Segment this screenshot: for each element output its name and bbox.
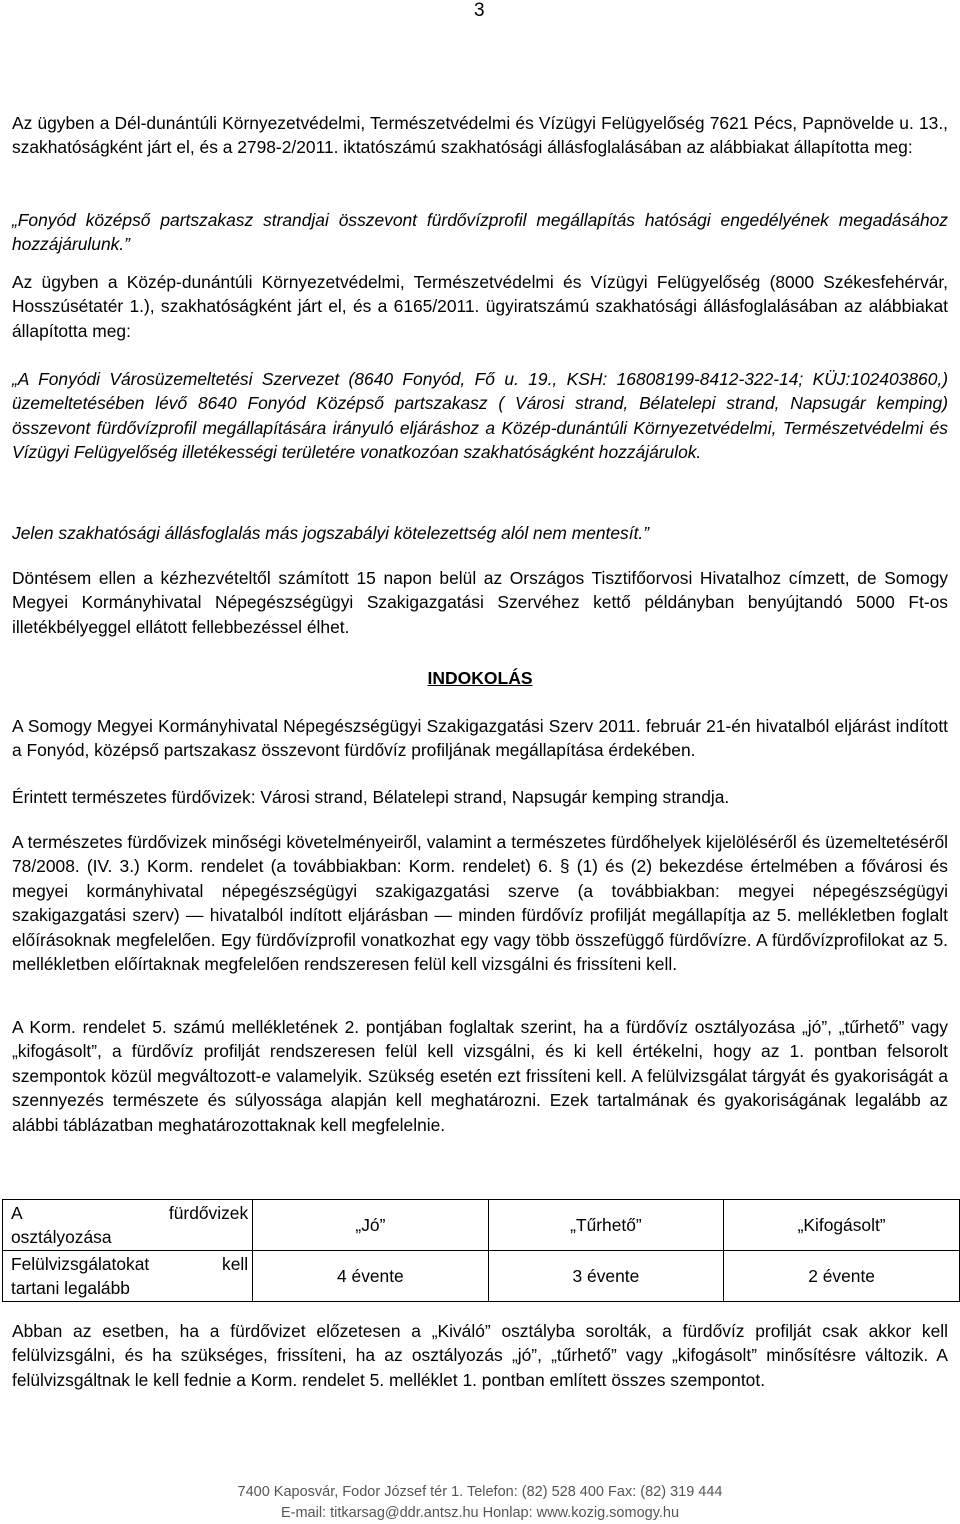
paragraph-del-dunantuli: Az ügyben a Dél-dunántúli Környezetvédelmi, Természetvédelmi és Vízügyi Felügyelőség 7621 Pécs, Papnövelde u. 13., szakhatóságként járt el, és a 2798-2/2011. iktatószámú szakhatósági állásfoglalásában az alábbiakat állapította meg: bbox=[12, 113, 948, 158]
paragraph-dontesem: Döntésem ellen a kézhezvételtől számított 15 napon belül az Országos Tisztifőorvosi Hivatalhoz címzett, de Somogy Megyei Kormányhivatal Népegészségügyi Szakigazgatási Szervéhez kettő példányban benyújtandó 5000 Ft-os illetékbélyeggel ellátott fellebbezéssel élhet. bbox=[12, 568, 948, 637]
table-cell: 4 évente bbox=[253, 1251, 488, 1302]
table-label-line: A fürdővizek bbox=[11, 1203, 249, 1223]
table-cell: 3 évente bbox=[488, 1251, 724, 1302]
footer-contact: E-mail: titkarsag@ddr.antsz.hu Honlap: www.kozig.somogy.hu bbox=[280, 1505, 680, 1521]
table-row bbox=[3, 1200, 960, 1251]
table-label-line: Felülvizsgálatokat kell bbox=[11, 1254, 249, 1274]
page-number: 3 bbox=[474, 0, 485, 21]
quote-fonyod-strandjai: „Fonyód középső partszakasz strandjai összevont fürdővízprofil megállapítás hatósági engedélyének megadásához hozzájárulunk.” bbox=[12, 210, 948, 255]
paragraph-kozep-dunantuli: Az ügyben a Közép-dunántúli Környezetvédelmi, Természetvédelmi és Vízügyi Felügyelőség (8000 Székesfehérvár, Hosszúsétatér 1.), szakhatóságként járt el, és a 6165/2011. ügyiratszámú szakhatósági állásfoglalásában az alábbiakat állapította meg: bbox=[12, 272, 948, 341]
table-label-line: tartani legalább bbox=[11, 1278, 130, 1298]
paragraph-melleklet-2-pont: A Korm. rendelet 5. számú mellékletének 2. pontjában foglaltak szerint, ha a fürdővíz osztályozása „jó”, „tűrhető” vagy „kifogásolt”, a fürdővíz profilját rendszeresen felül kell vizsgálni, és ki kell értékelni, hogy az 1. pontban felsorolt szempontok közül megváltozott-e valamelyik. Szükség esetén ezt frissíteni kell. A felülvizsgálat tárgyát és gyakoriságát a szennyezés természete és súlyossága alapján kell meghatározni. Ezek tartalmának és gyakoriságának legalább az alábbi táblázatban meghatározottaknak kell megfelelnie. bbox=[12, 1017, 948, 1135]
table-cell: „Kifogásolt” bbox=[724, 1200, 960, 1251]
table-cell: „Tűrhető” bbox=[488, 1200, 724, 1251]
table-row bbox=[3, 1251, 960, 1302]
table-label-line: osztályozása bbox=[11, 1227, 112, 1247]
quote-fonyodi-varosuzemeltetesi: „A Fonyódi Városüzemeltetési Szervezet (8640 Fonyód, Fő u. 19., KSH: 16808199-8412-322-14; KÜJ:102403860,) üzemeltetésében lévő 8640 Fonyód Középső partszakasz ( Városi strand, Bélatelepi strand, Napsugár kemping) összevont fürdővízprofil megállapítására irányuló eljáráshoz a Közép-dunántúli Környezetvédelmi, Természetvédelmi és Vízügyi Felügyelőség illetékességi területére vonatkozóan szakhatóságként hozzájárulok. bbox=[12, 369, 948, 463]
table-cell: 2 évente bbox=[724, 1251, 960, 1302]
footer-address: 7400 Kaposvár, Fodor József tér 1. Telefon: (82) 528 400 Fax: (82) 319 444 bbox=[237, 1484, 723, 1500]
table-row-label bbox=[3, 1251, 253, 1302]
paragraph-erintett-furdovizek: Érintett természetes fürdővizek: Városi strand, Bélatelepi strand, Napsugár kemping strandja. bbox=[12, 787, 730, 807]
table-row-label bbox=[3, 1200, 253, 1251]
quote-jelen-szakhatosagi: Jelen szakhatósági állásfoglalás más jogszabályi kötelezettség alól nem mentesít.” bbox=[12, 523, 650, 543]
paragraph-korm-rendelet: A természetes fürdővizek minőségi követelményeiről, valamint a természetes fürdőhelyek kijelöléséről és üzemeltetéséről 78/2008. (IV. 3.) Korm. rendelet (a továbbiakban: Korm. rendelet) 6. § (1) és (2) bekezdése értelmében a fővárosi és megyei kormányhivatal népegészségügyi szakigazgatási szerve (a továbbiakban: megyei népegészségügyi szakigazgatási szerv) — hivatalból indított eljárásban — minden fürdővíz profilját megállapítja az 5. mellékletben foglalt előírásoknak megfelelően. Egy fürdővízprofil vonatkozhat egy vagy több összefüggő fürdővízre. A fürdővízprofilokat az 5. mellékletben előírtaknak megfelelően rendszeresen felül kell vizsgálni és frissíteni kell. bbox=[12, 832, 948, 975]
section-heading-indokolas: INDOKOLÁS bbox=[427, 668, 533, 688]
paragraph-eljaras-inditas: A Somogy Megyei Kormányhivatal Népegészségügyi Szakigazgatási Szerv 2011. február 21-én hivatalból eljárást indított a Fonyód, középső partszakasz összevont fürdővíz profiljának megállapítása érdekében. bbox=[12, 716, 948, 761]
review-frequency-table bbox=[2, 1199, 960, 1302]
table-cell: „Jó” bbox=[253, 1200, 488, 1251]
paragraph-kivalo-osztaly: Abban az esetben, ha a fürdővizet előzetesen a „Kiváló” osztályba sorolták, a fürdővíz profilját csak akkor kell felülvizsgálni, és ha szükséges, frissíteni, ha az osztályozás „jó”, „tűrhető” vagy „kifogásolt” minősítésre változik. A felülvizsgáltnak le kell fednie a Korm. rendelet 5. melléklet 1. pontban említett összes szempontot. bbox=[12, 1321, 948, 1390]
